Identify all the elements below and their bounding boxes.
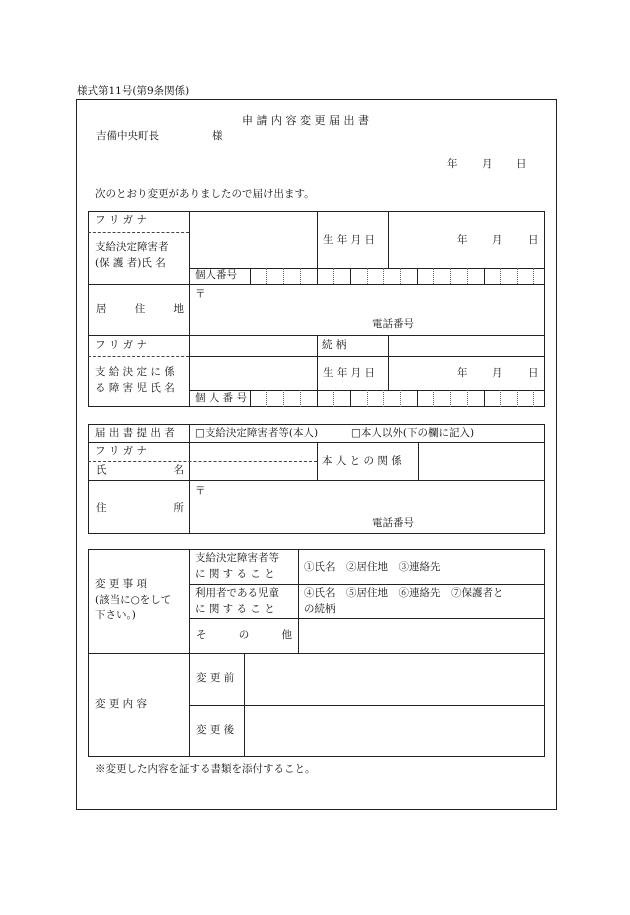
changes-label-1: 変 更 事 項: [95, 578, 148, 590]
intro-text: 次のとおり変更がありましたので届け出ます。: [95, 188, 315, 200]
applicant-birth-month: 月: [492, 234, 503, 246]
addressee-honorific: 様: [212, 130, 223, 142]
date-day: 日: [516, 158, 527, 170]
changes-row2-items-2: の続柄: [304, 603, 336, 615]
applicant-name-label-1: 支給決定障害者: [95, 241, 169, 253]
applicant-birth-year: 年: [457, 234, 468, 246]
applicant-kojin-label: 個人番号: [195, 269, 237, 281]
child-furigana-label: フ リ ガ ナ: [95, 339, 148, 351]
residence-label: 居 住 地: [96, 303, 184, 315]
applicant-name-label-2: (保 護 者)氏 名: [95, 257, 166, 269]
changes-row1-items[interactable]: ①氏名 ②居住地 ③連絡先: [304, 561, 441, 573]
changes-before-label: 変 更 前: [196, 672, 235, 684]
residence-phone-label: 電話番号: [372, 318, 414, 330]
child-birth-month: 月: [492, 367, 503, 379]
changes-row2-label-1: 利用者である児童: [195, 587, 279, 599]
date-month: 月: [482, 158, 493, 170]
changes-row1-label-2: に 関 す る こ と: [195, 568, 275, 580]
submitter-phone-label: 電話番号: [372, 517, 414, 529]
child-name-label-1: 支 給 決 定 に 係: [95, 366, 175, 378]
submitter-option-self[interactable]: □支給決定障害者等(本人): [195, 427, 319, 439]
child-birth-label: 生 年 月 日: [323, 367, 376, 379]
child-birth-day: 日: [528, 367, 539, 379]
changes-row3-label: そ の 他: [196, 629, 292, 641]
submitter-relation-label: 本 人 と の 関 係: [322, 455, 402, 467]
submitter-option-other[interactable]: □本人以外(下の欄に記入): [351, 427, 475, 439]
submitter-label: 届 出 書 提 出 者: [95, 427, 175, 439]
date-year: 年: [447, 158, 458, 170]
child-birth-year: 年: [457, 367, 468, 379]
changes-label-2: (該当に○をして: [95, 594, 172, 606]
changes-row2-label-2: に 関 す る こ と: [195, 603, 275, 615]
form-title: 申 請 内 容 変 更 届 出 書: [242, 114, 369, 127]
applicant-furigana-label: フ リ ガ ナ: [95, 214, 148, 226]
changes-after-label: 変 更 後: [196, 724, 235, 736]
changes-label-3: 下さい。): [95, 609, 136, 621]
submitter-furigana-label: フ リ ガ ナ: [95, 445, 148, 457]
footnote: ※変更した内容を証する書類を添付すること。: [95, 763, 316, 775]
submitter-name-label: 氏 名: [96, 464, 184, 476]
child-relation-label: 続 柄: [322, 339, 347, 351]
applicant-birth-day: 日: [528, 234, 539, 246]
submitter-address-label: 住 所: [96, 502, 184, 514]
addressee: 吉備中央町長: [96, 130, 159, 142]
changes-content-label: 変 更 内 容: [95, 698, 148, 710]
child-kojin-label: 個 人 番 号: [195, 392, 248, 404]
changes-row2-items-1[interactable]: ④氏名 ⑤居住地 ⑥連絡先 ⑦保護者と: [304, 587, 504, 599]
residence-postal-mark: 〒: [195, 288, 206, 300]
applicant-birth-label: 生 年 月 日: [323, 234, 376, 246]
form-number: 様式第11号(第9条関係): [77, 85, 190, 97]
changes-row1-label-1: 支給決定障害者等: [195, 552, 279, 564]
submitter-postal-mark: 〒: [195, 485, 206, 497]
child-name-label-2: る 障 害 児 氏 名: [95, 382, 175, 394]
